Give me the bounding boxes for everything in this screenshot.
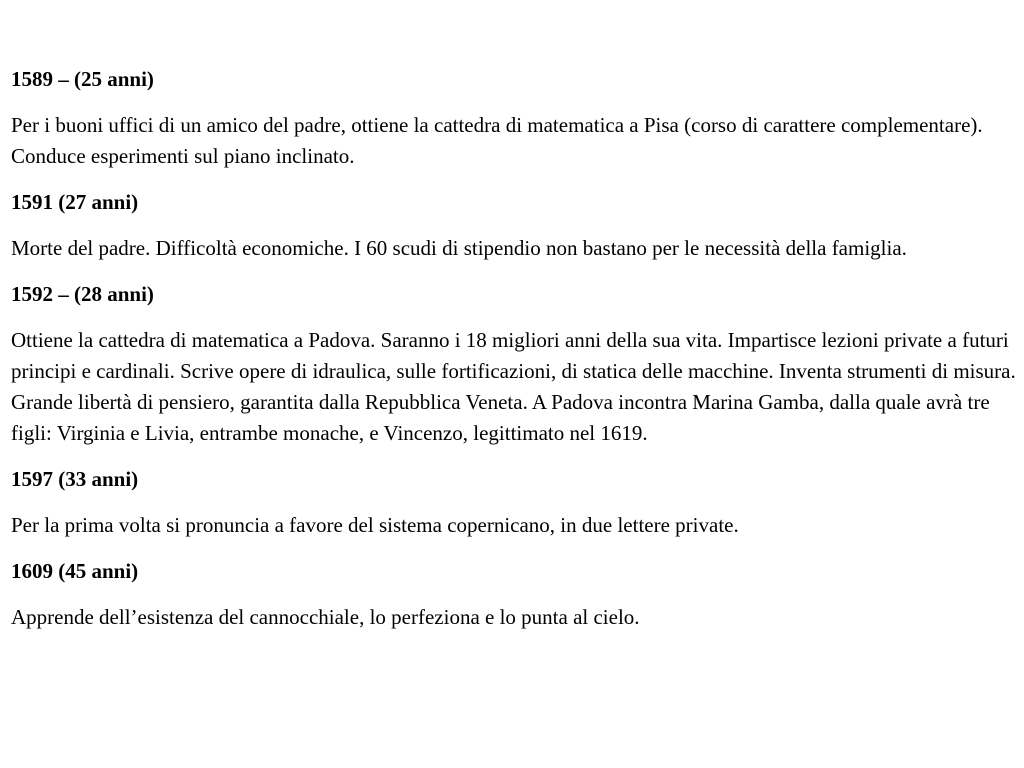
entry-heading-1591: 1591 (27 anni) (11, 190, 139, 214)
entry-heading-1597: 1597 (33 anni) (11, 467, 139, 491)
entry-heading-1609: 1609 (45 anni) (11, 559, 139, 583)
entry-heading-1589: 1589 – (25 anni) (11, 67, 154, 91)
entry-body-1591: Morte del padre. Difficoltà economiche. I 60 scudi di stipendio non bastano per le necessità della famiglia. (11, 236, 907, 260)
entry-body-1609: Apprende dell’esistenza del cannocchiale, lo perfeziona e lo punta al cielo. (11, 605, 640, 629)
entry-body-1592: Ottiene la cattedra di matematica a Padova. Saranno i 18 migliori anni della sua vita. Impartisce lezioni private a futuri principi e cardinali. Scrive opere di idraulica, sulle fortificazioni, di statica delle macchine. Inventa strumenti di misura. Grande libertà di pensiero, garantita dalla Repubblica Veneta. A Padova incontra Marina Gamba, dalla quale avrà tre figli: Virginia e Livia, entrambe monache, e Vincenzo, legittimato nel 1619. (11, 328, 1016, 445)
entry-heading-1592: 1592 – (28 anni) (11, 282, 154, 306)
entry-body-1589: Per i buoni uffici di un amico del padre, ottiene la cattedra di matematica a Pisa (corso di carattere complementare). Conduce esperimenti sul piano inclinato. (11, 113, 983, 168)
entry-body-1597: Per la prima volta si pronuncia a favore del sistema copernicano, in due lettere private. (11, 513, 739, 537)
